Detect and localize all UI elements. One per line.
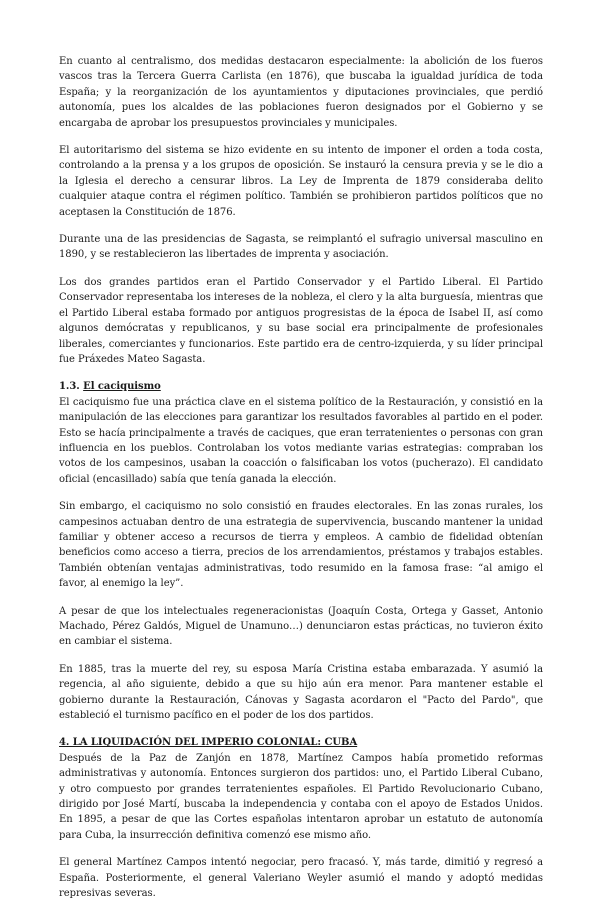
paragraph-partidos: Los dos grandes partidos eran el Partido Conservador y el Partido Liberal. El Partido Conservador representaba los intereses de la nobleza, el clero y la alta burguesía, mientras que el Partido Liberal estaba formado por antiguos progresistas de la época de Isabel II, así como algunos demócratas y republicanos, y su base social era principalmente de profesionales liberales, comerciantes y funcionarios. Este partido era de centro-izquierda, y su líder principal fue Práxedes Mateo Sagasta.	[59, 276, 543, 365]
paragraph-sufragio: Durante una de las presidencias de Sagasta, se reimplantó el sufragio universal masculino en 1890, y se restablecieron las libertades de imprenta y asociación.	[59, 234, 543, 261]
paragraph-cuba-zanjon: Después de la Paz de Zanjón en 1878, Martínez Campos había prometido reformas administrativas y autonomía. Entonces surgieron dos partidos: uno, el Partido Liberal Cubano, y otro compuesto por grandes terratenientes españoles. El Partido Revolucionario Cubano, dirigido por José Martí, buscaba la independencia y contaba con el apoyo de Estados Unidos. En 1895, a pesar de que las Cortes españolas intentaron aprobar un estatuto de autonomía para Cuba, la insurrección definitiva comenzó ese mismo año.	[59, 752, 543, 841]
paragraph-regeneracionistas: A pesar de que los intelectuales regeneracionistas (Joaquín Costa, Ortega y Gasset, Antonio Machado, Pérez Galdós, Miguel de Unamuno…) denunciaron estas prácticas, no tuvieron éxito en cambiar el sistema.	[59, 605, 543, 648]
paragraph-caciquismo-supervivencia: Sin embargo, el caciquismo no solo consistió en fraudes electorales. En las zonas rurales, los campesinos actuaban dentro de una estrategia de supervivencia, buscando mantener la unidad familiar y obtener acceso a recursos de tierra y empleos. A cambio de fidelidad obtenían beneficios como acceso a tierra, precios de los arrendamientos, préstamos y trabajos estables. También obtenían ventajas administrativas, todo resumido en la famosa frase: “al amigo el favor, al enemigo la ley”.	[59, 501, 543, 590]
paragraph-centralismo: En cuanto al centralismo, dos medidas destacaron especialmente: la abolición de los fueros vascos tras la Tercera Guerra Carlista (en 1876), que buscaba la igualdad jurídica de toda España; y la reorganización de los ayuntamientos y diputaciones provinciales, que perdió autonomía, pues los alcaldes de las poblaciones fueron designados por el Gobierno y se encargaba de aprobar los presupuestos provinciales y municipales.	[59, 56, 543, 129]
section-number: 1.3.	[59, 381, 84, 393]
paragraph-autoritarismo: El autoritarismo del sistema se hizo evidente en su intento de imponer el orden a toda costa, controlando a la prensa y a los grupos de oposición. Se instauró la censura previa y se le dio a la Iglesia el derecho a censurar libros. La Ley de Imprenta de 1879 consideraba delito cualquier ataque contra el régimen político. También se prohibieron partidos políticos que no aceptasen la Constitución de 1876.	[59, 145, 543, 218]
section-heading-cuba	[59, 735, 543, 750]
section-heading-caciquismo	[59, 379, 543, 394]
document-page	[59, 54, 543, 914]
paragraph-caciquismo-def: El caciquismo fue una práctica clave en el sistema político de la Restauración, y consistió en la manipulación de las elecciones para garantizar los resultados favorables al partido en el poder. Esto se hacía principalmente a través de caciques, que eran terratenientes o personas con gran influencia en los pueblos. Controlaban los votos mediante varias estrategias: compraban los votos de los campesinos, usaban la coacción o falsificaban los votos (pucherazo). El candidato oficial (encasillado) sabía que tenía ganada la elección.	[59, 396, 543, 485]
section-title: El caciquismo	[83, 381, 161, 393]
paragraph-regencia: En 1885, tras la muerte del rey, su esposa María Cristina estaba embarazada. Y asumió la regencia, al año siguiente, debido a que su hijo aún era menor. Para mantener estable el gobierno durante la Restauración, Cánovas y Sagasta acordaron el "Pacto del Pardo", que estableció el turnismo pacífico en el poder de los dos partidos.	[59, 663, 543, 722]
paragraph-martinez-campos: El general Martínez Campos intentó negociar, pero fracasó. Y, más tarde, dimitió y regresó a España. Posteriormente, el general Valeriano Weyler asumió el mando y adoptó medidas represivas severas.	[59, 857, 543, 900]
section-title-cuba: 4. LA LIQUIDACIÓN DEL IMPERIO COLONIAL: CUBA	[59, 737, 358, 749]
